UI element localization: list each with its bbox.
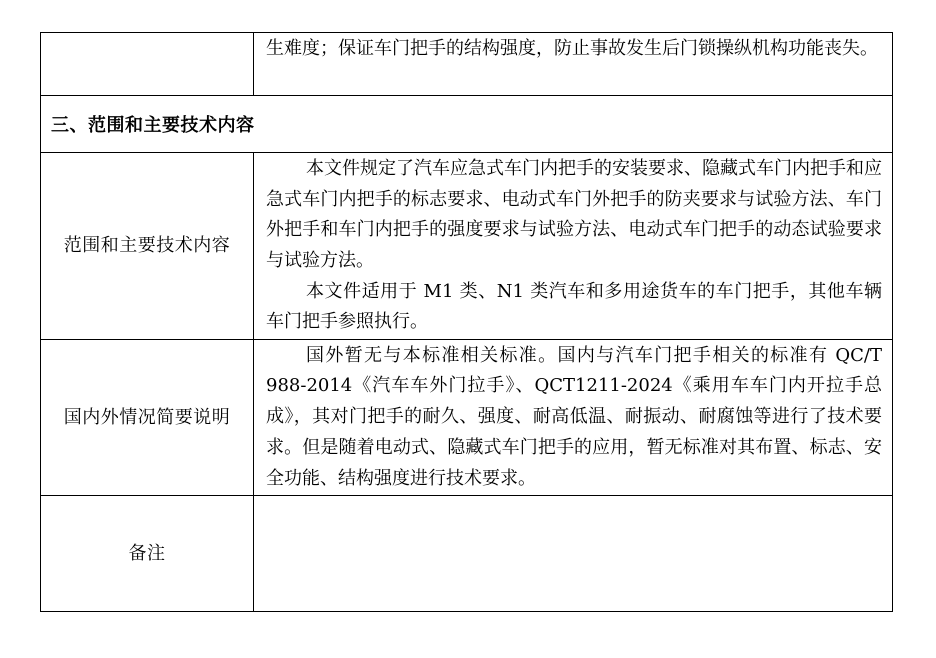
remarks-content-cell <box>254 496 893 612</box>
scope-label: 范围和主要技术内容 <box>41 153 254 340</box>
domestic-foreign-content-cell <box>254 340 893 496</box>
scope-content-cell <box>254 153 893 340</box>
scope-paragraph-2: 本文件适用于 M1 类、N1 类汽车和多用途货车的车门把手，其他车辆车门把手参照执行。 <box>266 280 882 333</box>
table-row-section-heading <box>41 96 893 153</box>
continued-paragraph: 生难度；保证车门把手的结构强度，防止事故发生后门锁操纵机构功能丧失。 <box>266 38 878 59</box>
continued-label-cell <box>41 33 254 96</box>
scope-paragraph-1: 本文件规定了汽车应急式车门内把手的安装要求、隐藏式车门内把手和应急式车门内把手的标志要求、电动式车门外把手的防夹要求与试验方法、车门外把手和车门内把手的强度要求与试验方法、电动式车门把手的动态试验要求与试验方法。 <box>266 157 882 271</box>
section-heading: 三、范围和主要技术内容 <box>41 96 893 153</box>
domestic-foreign-paragraph: 国外暂无与本标准相关标准。国内与汽车门把手相关的标准有 QC/T 988-2014《汽车车外门拉手》、QCT1211-2024《乘用车车门内开拉手总成》，其对门把手的耐久、强度、耐高低温、耐振动、耐腐蚀等进行了技术要求。但是随着电动式、隐藏式车门把手的应用，暂无标准对其布置、标志、安全功能、结构强度进行技术要求。 <box>266 344 882 489</box>
table-row-domestic-foreign <box>41 340 893 496</box>
continued-content-cell <box>254 33 893 96</box>
table-row-scope <box>41 153 893 340</box>
remarks-label: 备注 <box>41 496 254 612</box>
table-row-remarks <box>41 496 893 612</box>
domestic-foreign-label: 国内外情况简要说明 <box>41 340 254 496</box>
table-row-continued <box>41 33 893 96</box>
standard-info-table <box>40 32 893 612</box>
